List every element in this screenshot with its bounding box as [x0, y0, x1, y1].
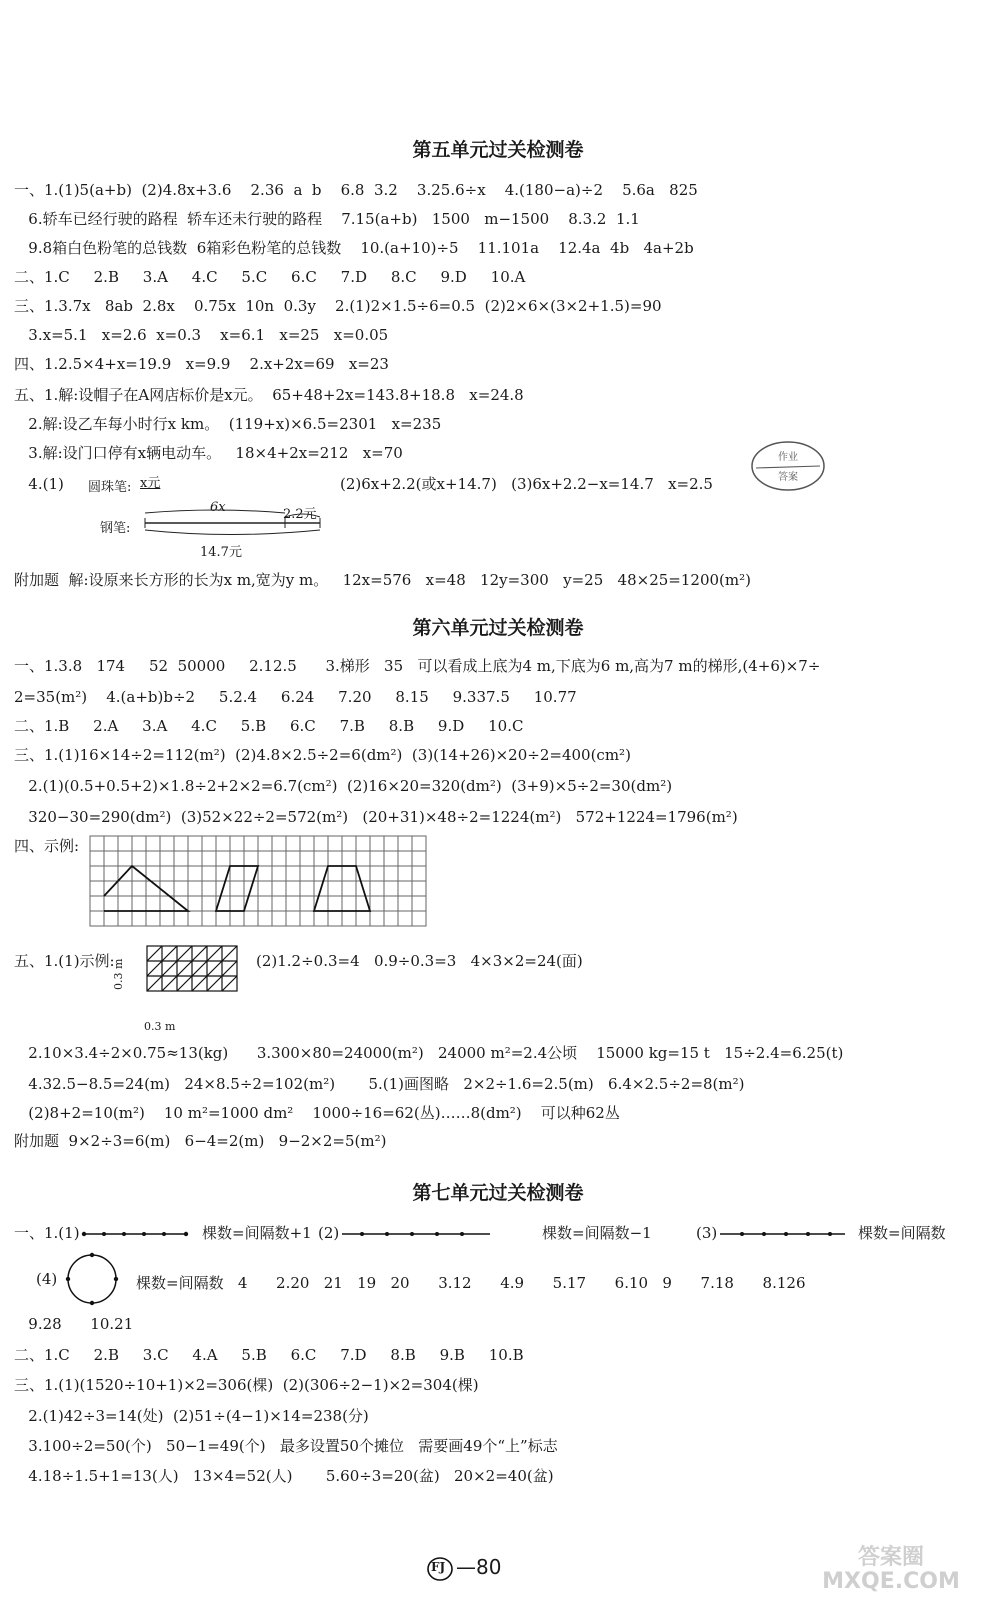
diagram-x-label: x元	[140, 476, 161, 491]
unit6-line-10: 4.32.5−8.5=24(m) 24×8.5÷2=102(m²) 5.(1)画图略 2×2÷1.6=2.5(m) 6.4×2.5÷2=8(m²)	[14, 1075, 745, 1093]
unit7-line-1c: (2)	[318, 1224, 340, 1242]
unit7-line-2b: 棵数=间隔数 4 2.20 21 19 20 3.12 4.9 5.17 6.10 9 7.18 8.126	[136, 1274, 806, 1292]
diagram-14-7-label: 14.7元	[200, 545, 242, 560]
unit5-line-11b: (2)6x+2.2(或x+14.7) (3)6x+2.2−x=14.7 x=2.5	[340, 475, 713, 493]
unit6-line-9: 2.10×3.4÷2×0.75≈13(kg) 3.300×80=24000(m²) 24000 m²=2.4公顷 15000 kg=15 t 15÷2.4=6.25(t)	[14, 1044, 844, 1062]
diagram-ballpen-label: 圆珠笔:	[88, 480, 132, 495]
diagram-2-2-label: 2.2元	[283, 507, 317, 522]
page-number-value: 80	[476, 1555, 502, 1579]
unit6-line-8b: (2)1.2÷0.3=4 0.9÷0.3=3 4×3×2=24(面)	[256, 952, 583, 970]
diagram-pen-label: 钢笔:	[100, 521, 131, 536]
unit6-line-4: 三、1.(1)16×14÷2=112(m²) (2)4.8×2.5÷2=6(dm²) (3)(14+26)×20÷2=400(cm²)	[14, 746, 631, 764]
svg-text:答案: 答案	[778, 472, 798, 483]
segment-diagram	[135, 505, 375, 545]
shape-grid	[90, 836, 430, 931]
unit7-line-2a: (4)	[36, 1270, 58, 1288]
unit5-line-5: 三、1.3.7x 8ab 2.8x 0.75x 10n 0.3y 2.(1)2×1.5÷6=0.5 (2)2×6×(3×2+1.5)=90	[14, 297, 662, 315]
unit7-line-8: 4.18÷1.5+1=13(人) 13×4=52(人) 5.60÷3=20(盆) 20×2=40(盆)	[14, 1467, 554, 1485]
unit5-line-11: 4.(1)	[14, 475, 64, 493]
unit5-line-4: 二、1.C 2.B 3.A 4.C 5.C 6.C 7.D 8.C 9.D 10.A	[14, 268, 526, 286]
tree-circle	[64, 1251, 124, 1307]
unit6-line-8: 五、1.(1)示例:	[14, 952, 115, 970]
unit6-line-6: 320−30=290(dm²) (3)52×22÷2=572(m²) (20+31)×48÷2=1224(m²) 572+1224=1796(m²)	[14, 808, 738, 826]
unit6-line-7: 四、示例:	[14, 837, 80, 855]
unit5-line-9: 2.解:设乙车每小时行x km。 (119+x)×6.5=2301 x=235	[14, 415, 442, 433]
unit5-title: 第五单元过关检测卷	[412, 139, 584, 161]
unit5-line-10: 3.解:设门口停有x辆电动车。 18×4+2x=212 x=70	[14, 444, 403, 462]
unit7-line-6: 2.(1)42÷3=14(处) (2)51÷(4−1)×14=238(分)	[14, 1407, 369, 1425]
triangle-grid	[147, 946, 247, 1001]
unit5-line-7: 四、1.2.5×4+x=19.9 x=9.9 2.x+2x=69 x=23	[14, 355, 389, 373]
unit6-title: 第六单元过关检测卷	[412, 617, 584, 639]
unit6-line-3: 二、1.B 2.A 3.A 4.C 5.B 6.C 7.B 8.B 9.D 10.C	[14, 717, 524, 735]
stamp-seal	[748, 436, 828, 496]
footer-logo-text: FJ	[431, 1560, 446, 1574]
tree-line-both-ends	[82, 1229, 192, 1239]
unit6-bonus: 附加题 9×2÷3=6(m) 6−4=2(m) 9−2×2=5(m²)	[14, 1132, 387, 1150]
unit7-line-1a: 一、1.(1)	[14, 1224, 80, 1242]
unit7-line-1b: 棵数=间隔数+1	[202, 1224, 312, 1242]
unit6-line-1: 一、1.3.8 174 52 50000 2.12.5 3.梯形 35 可以看成上底为4 m,下底为6 m,高为7 m的梯形,(4+6)×7÷	[14, 657, 821, 675]
unit7-line-1e: (3)	[696, 1224, 718, 1242]
grid-side-label: 0.3 m	[112, 958, 125, 990]
unit6-line-5: 2.(1)(0.5+0.5+2)×1.8÷2+2×2=6.7(cm²) (2)16×20=320(dm²) (3+9)×5÷2=30(dm²)	[14, 777, 673, 795]
unit5-line-8: 五、1.解:设帽子在A网店标价是x元。 65+48+2x=143.8+18.8 x=24.8	[14, 386, 524, 404]
unit5-bonus: 附加题 解:设原来长方形的长为x m,宽为y m。 12x=576 x=48 12y=300 y=25 48×25=1200(m²)	[14, 571, 751, 589]
svg-text:作业: 作业	[778, 452, 798, 463]
tree-line-no-end	[720, 1229, 850, 1239]
unit6-line-11: (2)8+2=10(m²) 10 m²=1000 dm² 1000÷16=62(丛)……8(dm²) 可以种62丛	[14, 1104, 620, 1122]
unit5-line-2: 6.轿车已经行驶的路程 轿车还未行驶的路程 7.15(a+b) 1500 m−1500 8.3.2 1.1	[14, 210, 640, 228]
page-number: —80	[456, 1555, 502, 1579]
unit5-line-6: 3.x=5.1 x=2.6 x=0.3 x=6.1 x=25 x=0.05	[14, 326, 389, 344]
watermark: 答案圈 MXQE.COM	[822, 1545, 960, 1594]
unit7-line-4: 二、1.C 2.B 3.C 4.A 5.B 6.C 7.D 8.B 9.B 10.B	[14, 1346, 524, 1364]
unit7-line-7: 3.100÷2=50(个) 50−1=49(个) 最多设置50个摊位 需要画49个“上”标志	[14, 1437, 558, 1455]
unit5-line-3: 9.8箱白色粉笔的总钱数 6箱彩色粉笔的总钱数 10.(a+10)÷5 11.101a 12.4a 4b 4a+2b	[14, 239, 694, 257]
tree-line-one-end	[342, 1229, 492, 1239]
unit7-title: 第七单元过关检测卷	[412, 1182, 584, 1204]
unit6-line-2: 2=35(m²) 4.(a+b)b÷2 5.2.4 6.24 7.20 8.15 9.337.5 10.77	[14, 688, 577, 706]
unit7-line-5: 三、1.(1)(1520÷10+1)×2=306(棵) (2)(306÷2−1)×2=304(棵)	[14, 1376, 479, 1394]
unit7-line-1f: 棵数=间隔数	[858, 1224, 946, 1242]
diagram-6x-label: 6x	[210, 500, 226, 515]
unit7-line-1d: 棵数=间隔数−1	[542, 1224, 652, 1242]
grid-bottom-label: 0.3 m	[144, 1020, 176, 1033]
unit7-line-3: 9.28 10.21	[14, 1315, 134, 1333]
unit5-line-1: 一、1.(1)5(a+b) (2)4.8x+3.6 2.36 a b 6.8 3.2 3.25.6÷x 4.(180−a)÷2 5.6a 825	[14, 181, 698, 199]
